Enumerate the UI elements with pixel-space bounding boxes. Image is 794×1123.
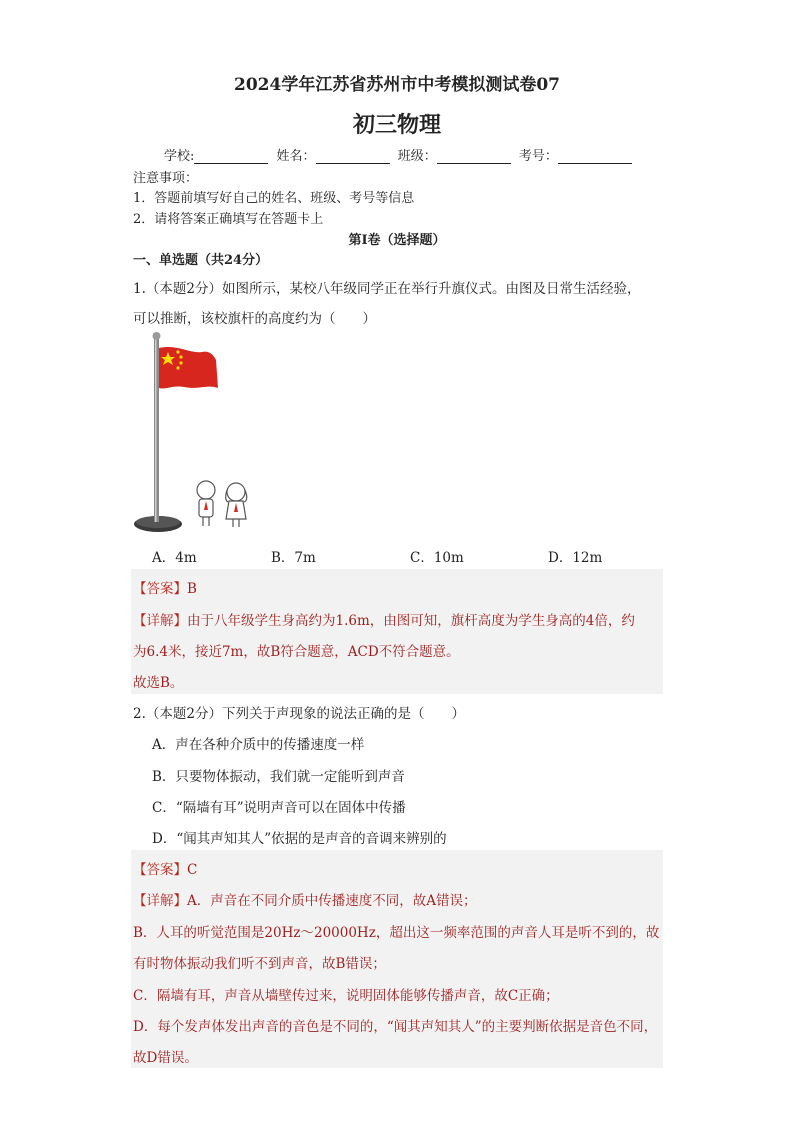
q2-answer-label: 【答案】	[133, 862, 187, 878]
q1-option-b[interactable]: B．7m	[271, 550, 316, 566]
note-item-2: 2．请将答案正确填写在答题卡上	[133, 212, 324, 227]
q1-answer	[133, 577, 197, 597]
q2-option-a[interactable]: A．声在各种介质中的传播速度一样	[152, 737, 365, 753]
q2-option-d[interactable]: D．“闻其声知其人”依据的是声音的音调来辨别的	[152, 831, 447, 847]
q1-answer-label: 【答案】	[133, 581, 187, 597]
volume-title: 第I卷（选择题）	[348, 233, 446, 248]
note-item-1: 1．答题前填写好自己的姓名、班级、考号等信息	[133, 191, 415, 206]
school-blank[interactable]	[194, 151, 268, 164]
q2-detail-d1: D．每个发声体发出声音的音色是不同的，“闻其声知其人”的主要判断依据是音色不同，	[133, 1019, 658, 1035]
q2-detail-label: 【详解】	[133, 893, 187, 909]
q2-option-c[interactable]: C．“隔墙有耳”说明声音可以在固体中传播	[152, 800, 406, 816]
q2-detail-d2: 故D错误。	[133, 1050, 198, 1066]
flagpole-illustration	[128, 330, 258, 540]
q2-stem: 2.（本题2分）下列关于声现象的说法正确的是（ ）	[133, 706, 465, 722]
q1-conclusion: 故选B。	[133, 675, 184, 691]
q2-detail-b1: B．人耳的听觉范围是20Hz～20000Hz，超出这一频率范围的声音人耳是听不到的，故	[133, 925, 660, 941]
q1-answer-box	[131, 569, 663, 694]
class-label: 班级：	[397, 149, 437, 164]
exam-title: 2024学年江苏省苏州市中考模拟测试卷07	[234, 75, 560, 95]
q1-stem-line2: 可以推断，该校旗杆的高度约为（ ）	[133, 311, 376, 327]
q1-detail-line1	[133, 609, 635, 629]
q1-stem-line1: 1.（本题2分）如图所示，某校八年级同学正在举行升旗仪式。由图及日常生活经验，	[133, 281, 641, 297]
q1-detail-text1: 由于八年级学生身高约为1.6m，由图可知，旗杆高度为学生身高的4倍，约	[187, 613, 635, 629]
q2-detail-a	[133, 889, 477, 909]
q2-detail-c: C．隔墙有耳，声音从墙壁传过来，说明固体能够传播声音，故C正确；	[133, 988, 559, 1004]
section-heading: 一、单选题（共24分）	[133, 253, 269, 268]
school-label: 学校:	[164, 149, 195, 164]
q1-option-d[interactable]: D．12m	[548, 550, 603, 566]
q2-option-b[interactable]: B．只要物体振动，我们就一定能听到声音	[152, 769, 405, 785]
student-info-row	[164, 145, 636, 164]
q2-answer-value: C	[187, 862, 198, 878]
name-blank[interactable]	[316, 151, 390, 164]
exam-no-blank[interactable]	[558, 151, 632, 164]
q1-option-a[interactable]: A．4m	[152, 550, 197, 566]
name-label: 姓名：	[276, 149, 316, 164]
subject-title: 初三物理	[352, 112, 441, 138]
q2-detail-b2: 有时物体振动我们听不到声音，故B错误；	[133, 956, 386, 972]
q1-detail-label: 【详解】	[133, 613, 187, 629]
class-blank[interactable]	[437, 151, 511, 164]
q2-answer	[133, 858, 197, 878]
q1-answer-value: B	[187, 581, 197, 597]
q2-detail-a-text: A．声音在不同介质中传播速度不同，故A错误；	[187, 893, 477, 909]
exam-no-label: 考号：	[518, 149, 558, 164]
notes-heading: 注意事项：	[133, 171, 199, 186]
q1-detail-line2: 为6.4米，接近7m，故B符合题意，ACD不符合题意。	[133, 644, 460, 660]
q1-option-c[interactable]: C．10m	[410, 550, 464, 566]
